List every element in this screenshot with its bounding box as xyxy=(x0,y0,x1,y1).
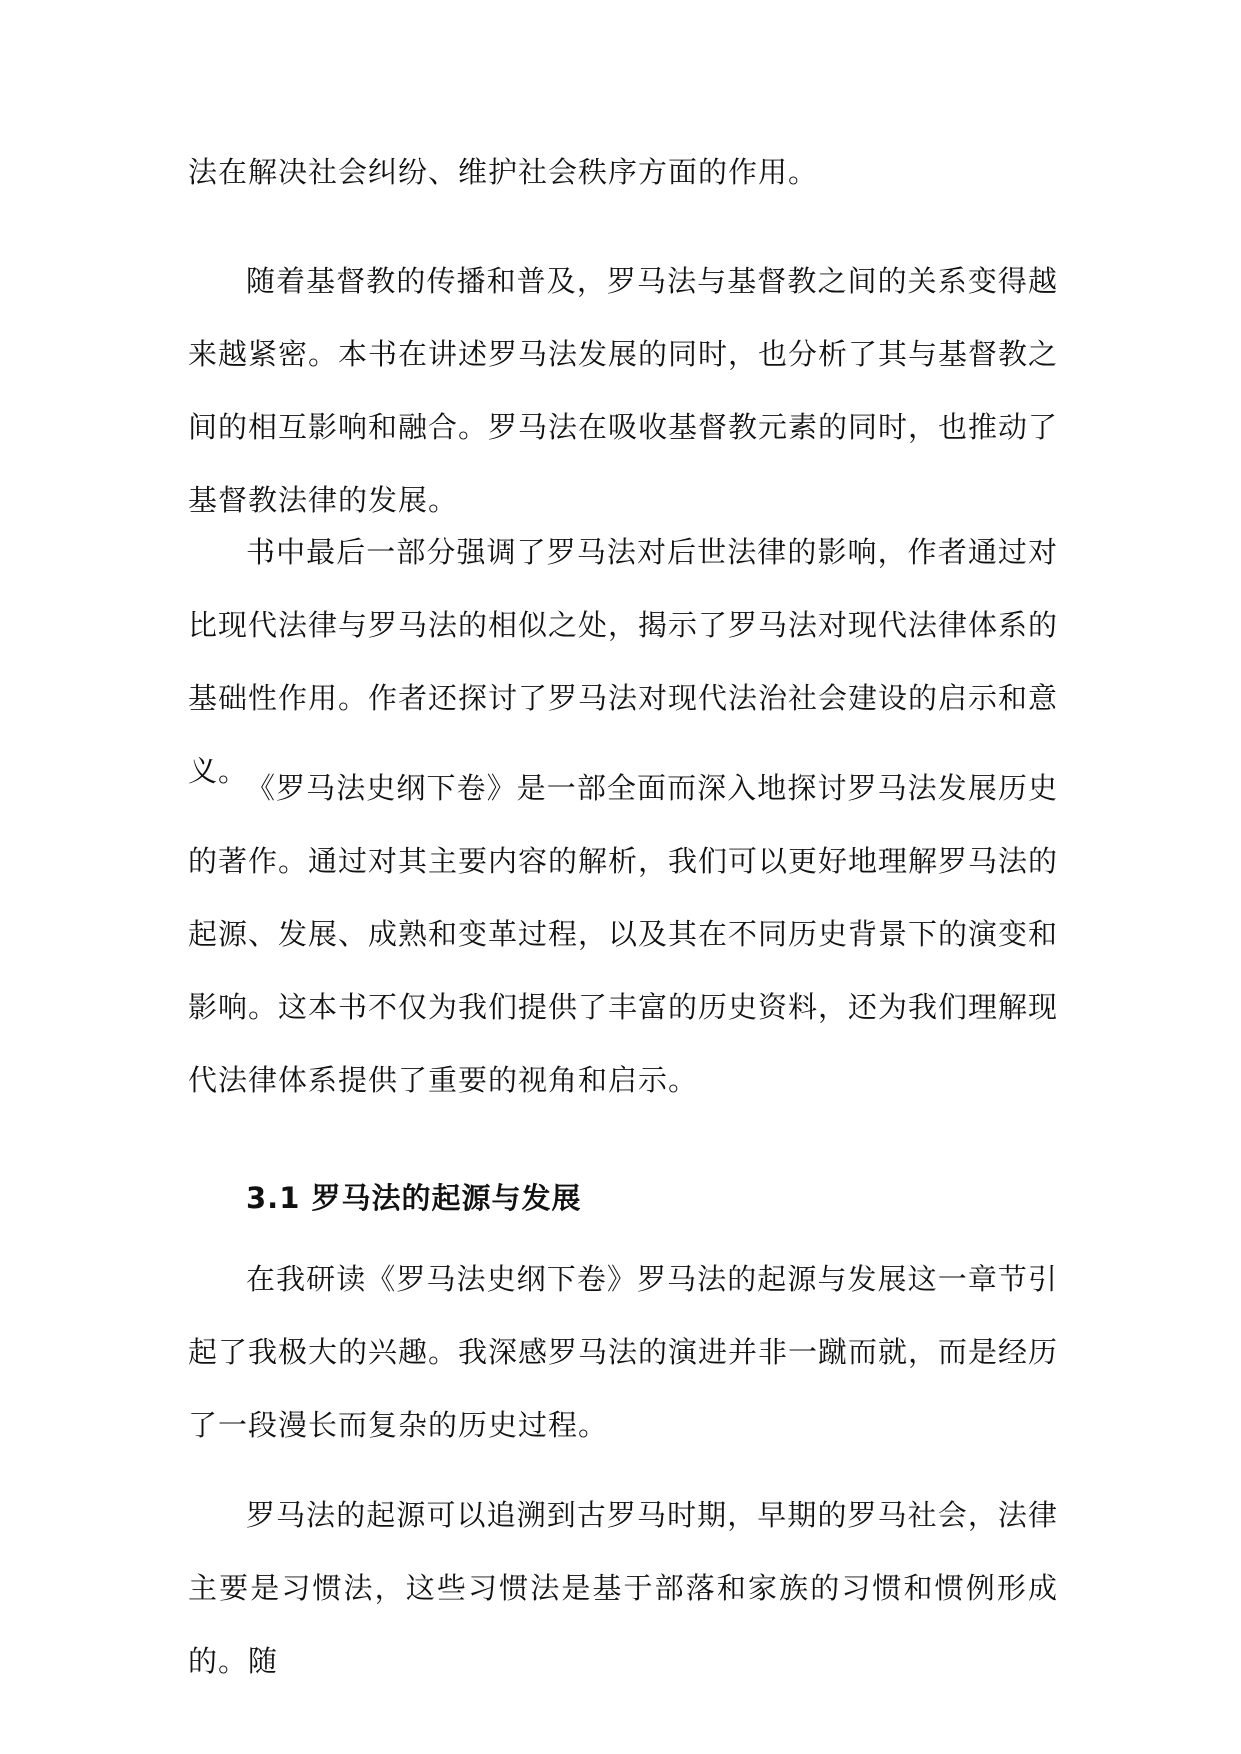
paragraph: 随着基督教的传播和普及，罗马法与基督教之间的关系变得越来越紧密。本书在讲述罗马法发展的同时，也分析了其与基督教之间的相互影响和融合。罗马法在吸收基督教元素的同时，也推动了基督教法律的发展。 xyxy=(188,264,1059,517)
paragraph: 罗马法的起源可以追溯到古罗马时期，早期的罗马社会，法律主要是习惯法，这些习惯法是基于部落和家族的习惯和惯例形成的。随 xyxy=(188,1498,1058,1678)
paragraph: 书中最后一部分强调了罗马法对后世法律的影响，作者通过对比现代法律与罗马法的相似之处，揭示了罗马法对现代法律体系的基础性作用。作者还探讨了罗马法对现代法治社会建设的启示和意义。 xyxy=(188,535,1059,788)
body-text xyxy=(188,752,1058,1117)
section-heading: 3.1 罗马法的起源与发展 xyxy=(246,1181,582,1215)
body-text xyxy=(188,136,1058,209)
body-text xyxy=(188,245,1058,537)
body-text xyxy=(188,1243,1058,1462)
section-heading-block xyxy=(188,1162,1058,1235)
paragraph: 法在解决社会纠纷、维护社会秩序方面的作用。 xyxy=(188,155,819,189)
body-text xyxy=(188,1479,1058,1698)
paragraph: 《罗马法史纲下卷》是一部全面而深入地探讨罗马法发展历史的著作。通过对其主要内容的解析，我们可以更好地理解罗马法的起源、发展、成熟和变革过程，以及其在不同历史背景下的演变和影响。这本书不仅为我们提供了丰富的历史资料，还为我们理解现代法律体系提供了重要的视角和启示。 xyxy=(188,771,1059,1097)
paragraph: 在我研读《罗马法史纲下卷》罗马法的起源与发展这一章节引起了我极大的兴趣。我深感罗马法的演进并非一蹴而就，而是经历了一段漫长而复杂的历史过程。 xyxy=(188,1262,1059,1442)
